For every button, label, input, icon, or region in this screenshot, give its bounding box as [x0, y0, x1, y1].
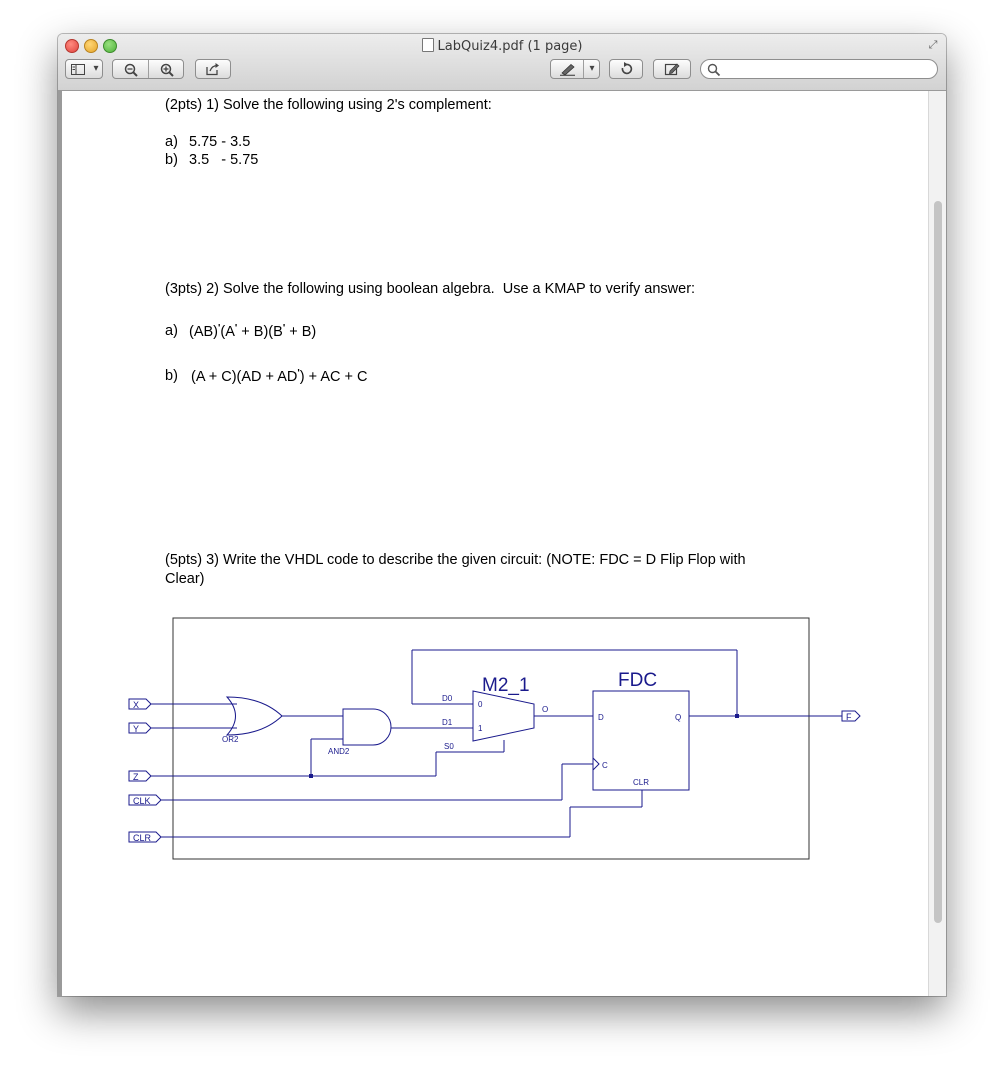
- q1-heading: (2pts) 1) Solve the following using 2's complement:: [165, 97, 492, 113]
- share-button[interactable]: [195, 59, 231, 79]
- junction-dot-z: [309, 774, 313, 778]
- q2-b-expression: [191, 368, 367, 385]
- q2-b-part-2: ) + AC + C: [299, 369, 368, 385]
- zoom-button-group: [112, 59, 184, 79]
- q2-b-label: b): [165, 368, 178, 384]
- q1-b-expression: 3.5 - 5.75: [189, 152, 259, 168]
- clock-triangle: [593, 758, 599, 770]
- q1-a-expression: 5.75 - 3.5: [189, 134, 251, 150]
- prime-mark: ': [297, 368, 300, 379]
- q2-a-label: a): [165, 323, 178, 339]
- schematic-border: [173, 618, 809, 859]
- q2-a-part-1: (AB): [189, 324, 218, 340]
- prime-mark: ': [282, 323, 286, 334]
- pdf-page: [62, 91, 928, 996]
- q2-b-part-1: (A + C)(AD + AD: [191, 369, 298, 385]
- port-label-clr: CLR: [133, 833, 152, 843]
- q2-a-part-3: + B)(B: [237, 324, 283, 340]
- sidebar-icon: [71, 64, 85, 75]
- mux-input-1: 1: [478, 724, 483, 733]
- q2-a-expression: [189, 323, 316, 340]
- chevron-down-icon: ▾: [583, 60, 600, 78]
- flip-flop-pin-clr: CLR: [633, 778, 650, 787]
- q3-heading-line-2: Clear): [165, 571, 205, 587]
- pdf-document-icon: [422, 38, 434, 52]
- flip-flop-body: [593, 691, 689, 790]
- prime-mark: ': [218, 323, 221, 334]
- flip-flop-pin-q: Q: [675, 713, 682, 722]
- share-icon: [205, 62, 221, 76]
- preview-window: [58, 34, 946, 996]
- window-title: [58, 38, 946, 54]
- flip-flop-pin-d: D: [598, 713, 604, 722]
- fullscreen-icon[interactable]: ⤢: [928, 39, 938, 51]
- edit-icon: [664, 62, 680, 76]
- q2-a-part-4: + B): [285, 324, 317, 340]
- window-title-text: LabQuiz4.pdf (1 page): [437, 39, 583, 54]
- zoom-in-icon: [160, 63, 174, 77]
- rotate-button[interactable]: [609, 59, 643, 79]
- title-bar: [58, 34, 946, 91]
- search-icon: [707, 63, 721, 77]
- sidebar-view-button[interactable]: [65, 59, 103, 79]
- q1-a-label: a): [165, 134, 178, 150]
- or-gate-label: OR2: [222, 735, 239, 744]
- port-label-z: Z: [133, 772, 139, 782]
- edit-toolbar-button[interactable]: [653, 59, 691, 79]
- prime-mark: ': [234, 323, 238, 334]
- port-label-clk: CLK: [133, 796, 151, 806]
- vertical-scrollbar[interactable]: [928, 91, 946, 996]
- port-label-x: X: [133, 700, 140, 710]
- q1-b-label: b): [165, 152, 178, 168]
- chevron-down-icon: ▾: [93, 63, 99, 74]
- port-label-y: Y: [133, 724, 140, 734]
- mux-pin-d0: D0: [442, 694, 453, 703]
- flip-flop-pin-c: C: [602, 761, 608, 770]
- zoom-in-button[interactable]: [148, 60, 184, 78]
- pen-icon: [559, 63, 577, 76]
- q2-heading: (3pts) 2) Solve the following using boolean algebra. Use a KMAP to verify answer:: [165, 281, 696, 297]
- mux-pin-s0: S0: [444, 742, 454, 751]
- zoom-out-button[interactable]: [113, 60, 148, 78]
- q3-heading-line-1: (5pts) 3) Write the VHDL code to describe the given circuit: (NOTE: FDC = D Flip Flop with: [165, 552, 746, 568]
- mux-input-0: 0: [478, 700, 483, 709]
- scrollbar-thumb[interactable]: [934, 201, 942, 923]
- flip-flop-title: FDC: [618, 670, 658, 691]
- q2-a-part-2: (A: [220, 324, 235, 340]
- circuit-schematic: [62, 611, 928, 911]
- search-input[interactable]: [723, 61, 933, 79]
- junction-dot-q: [735, 714, 739, 718]
- port-label-f: F: [846, 712, 852, 722]
- mux-pin-d1: D1: [442, 718, 453, 727]
- search-field[interactable]: [700, 59, 938, 79]
- rotate-icon: [619, 62, 633, 76]
- mux-body: [473, 691, 534, 741]
- and-gate: [343, 709, 391, 745]
- mux-output-pin: O: [542, 705, 549, 714]
- or-gate: [227, 697, 282, 735]
- annotate-button[interactable]: [550, 59, 600, 79]
- zoom-out-icon: [124, 63, 138, 77]
- and-gate-label: AND2: [328, 747, 350, 756]
- mux-title: M2_1: [482, 675, 530, 696]
